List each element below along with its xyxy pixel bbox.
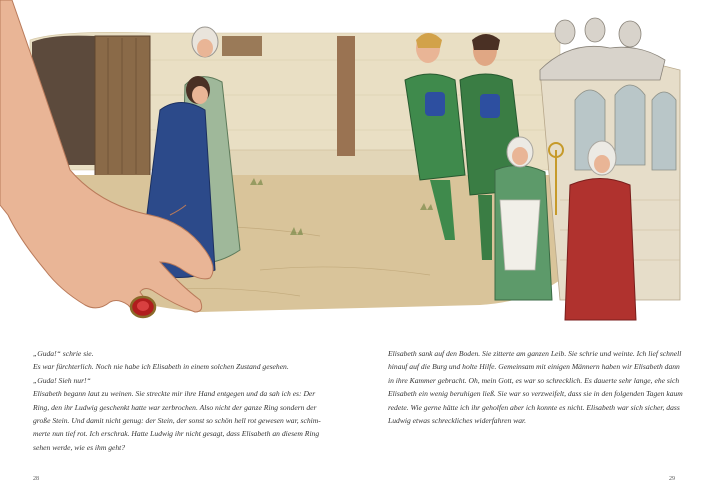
text-line: Es war fürchterlich. Noch nie habe ich Elisabeth in einem solchen Zustand gesehen.: [33, 362, 289, 372]
text-line: merte nun tief rot. Ich erschrak. Hatte Ludwig ihr nicht gesagt, dass Elisabeth an diesem Ring: [33, 429, 320, 439]
text-line: „Guda!“ schrie sie.: [33, 349, 94, 358]
wall-window: [222, 36, 262, 56]
text-line: redete. Wie gerne hätte ich ihr geholfen aber ich konnte es nicht. Elisabeth war sich sicher, dass: [388, 402, 680, 412]
text-line: Ring, den ihr Ludwig geschenkt hatte war zerbrochen. Also nicht der ganze Ring sondern der: [33, 402, 317, 412]
page-number-right: 29: [669, 476, 675, 482]
wooden-door: [95, 36, 150, 176]
text-line: sehen werde, wie es ihm geht?: [33, 442, 126, 452]
text-line: Ludwig etwas schreckliches widerfahren war.: [388, 416, 527, 426]
text-line: „Guda! Sieh nur!“: [33, 375, 91, 385]
right-page-text: [388, 347, 683, 427]
text-line: große Stein. Und damit nicht genug: der Stein, der sonst so schön hell rot gewesen war, schim-: [33, 416, 321, 426]
left-page-text: [33, 347, 333, 454]
page-number-left: 28: [33, 476, 39, 482]
wooden-post: [337, 36, 355, 156]
text-line: Elisabeth begann laut zu weinen. Sie streckte mir ihre Hand entgegen und da sah ich es: Der: [33, 389, 316, 399]
text-line: Elisabeth ein wenig beruhigen ließ. Sie war so verzweifelt, dass sie in den folgenden Tagen kaum: [388, 389, 683, 399]
text-line: hinauf auf die Burg und holte Hilfe. Gemeinsam mit einigen Männern haben wir Elisabeth dann: [388, 362, 680, 372]
text-line: Elisabeth sank auf den Boden. Sie zitterte am ganzen Leib. Sie schrie und weinte. Ich lief schnell: [388, 349, 682, 358]
text-line: in ihre Kammer gebracht. Oh, mein Gott, es war so schrecklich. Es dauerte sehr lange, ehe sich: [388, 375, 680, 385]
